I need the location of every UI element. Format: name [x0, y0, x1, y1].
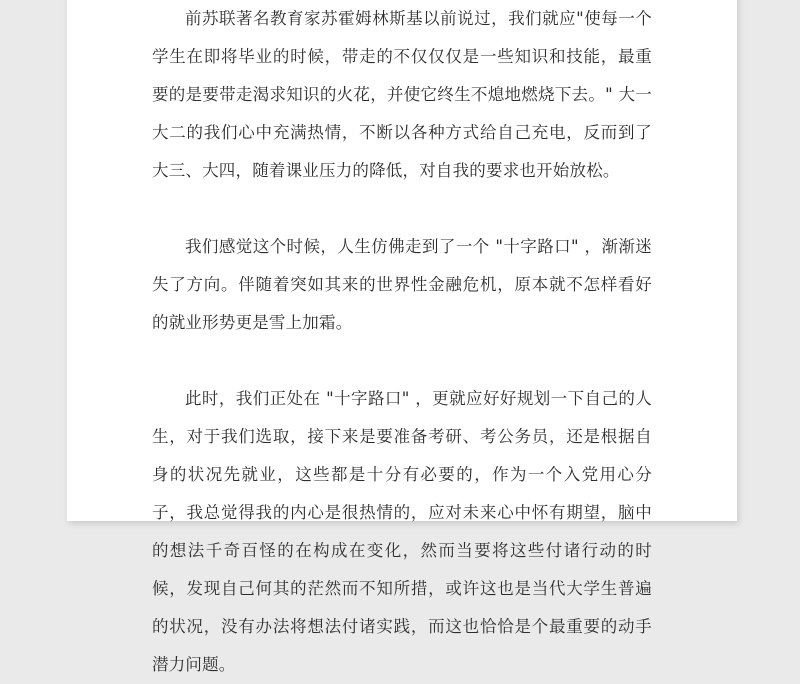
document-paragraph-2: 我们感觉这个时候，人生仿佛走到了一个 "十字路口" ，渐渐迷失了方向。伴随着突如其来的世界性金融危机，原本就不怎样看好的就业形势更是雪上加霜。 [152, 237, 652, 332]
document-paragraph-3: 此时，我们正处在 "十字路口" ，更就应好好规划一下自己的人生，对于我们选取，接下来是要准备考研、考公务员，还是根据自身的状况先就业，这些都是十分有必要的，作为一个入党用心分子，我总觉得我的内心是很热情的，应对未来心中怀有期望，脑中的想法千奇百怪的在构成在变化，然而当要将这些付诸行动的时候，发现自己何其的茫然而不知所措，或许这也是当代大学生普遍的状况，没有办法将想法付诸实践，而这也恰恰是个最重要的动手潜力问题。 [152, 389, 652, 674]
document-page-sheet [67, 0, 737, 674]
document-text-body [152, 0, 652, 684]
document-paragraph-1: 前苏联著名教育家苏霍姆林斯基以前说过，我们就应"使每一个学生在即将毕业的时候，带走的不仅仅仅是一些知识和技能，最重要的是要带走渴求知识的火花，并使它终生不熄地燃烧下去。" 大一大二的我们心中充满热情，不断以各种方式给自己充电，反而到了大三、大四，随着课业压力的降低，对自我的要求也开始放松。 [152, 9, 652, 180]
